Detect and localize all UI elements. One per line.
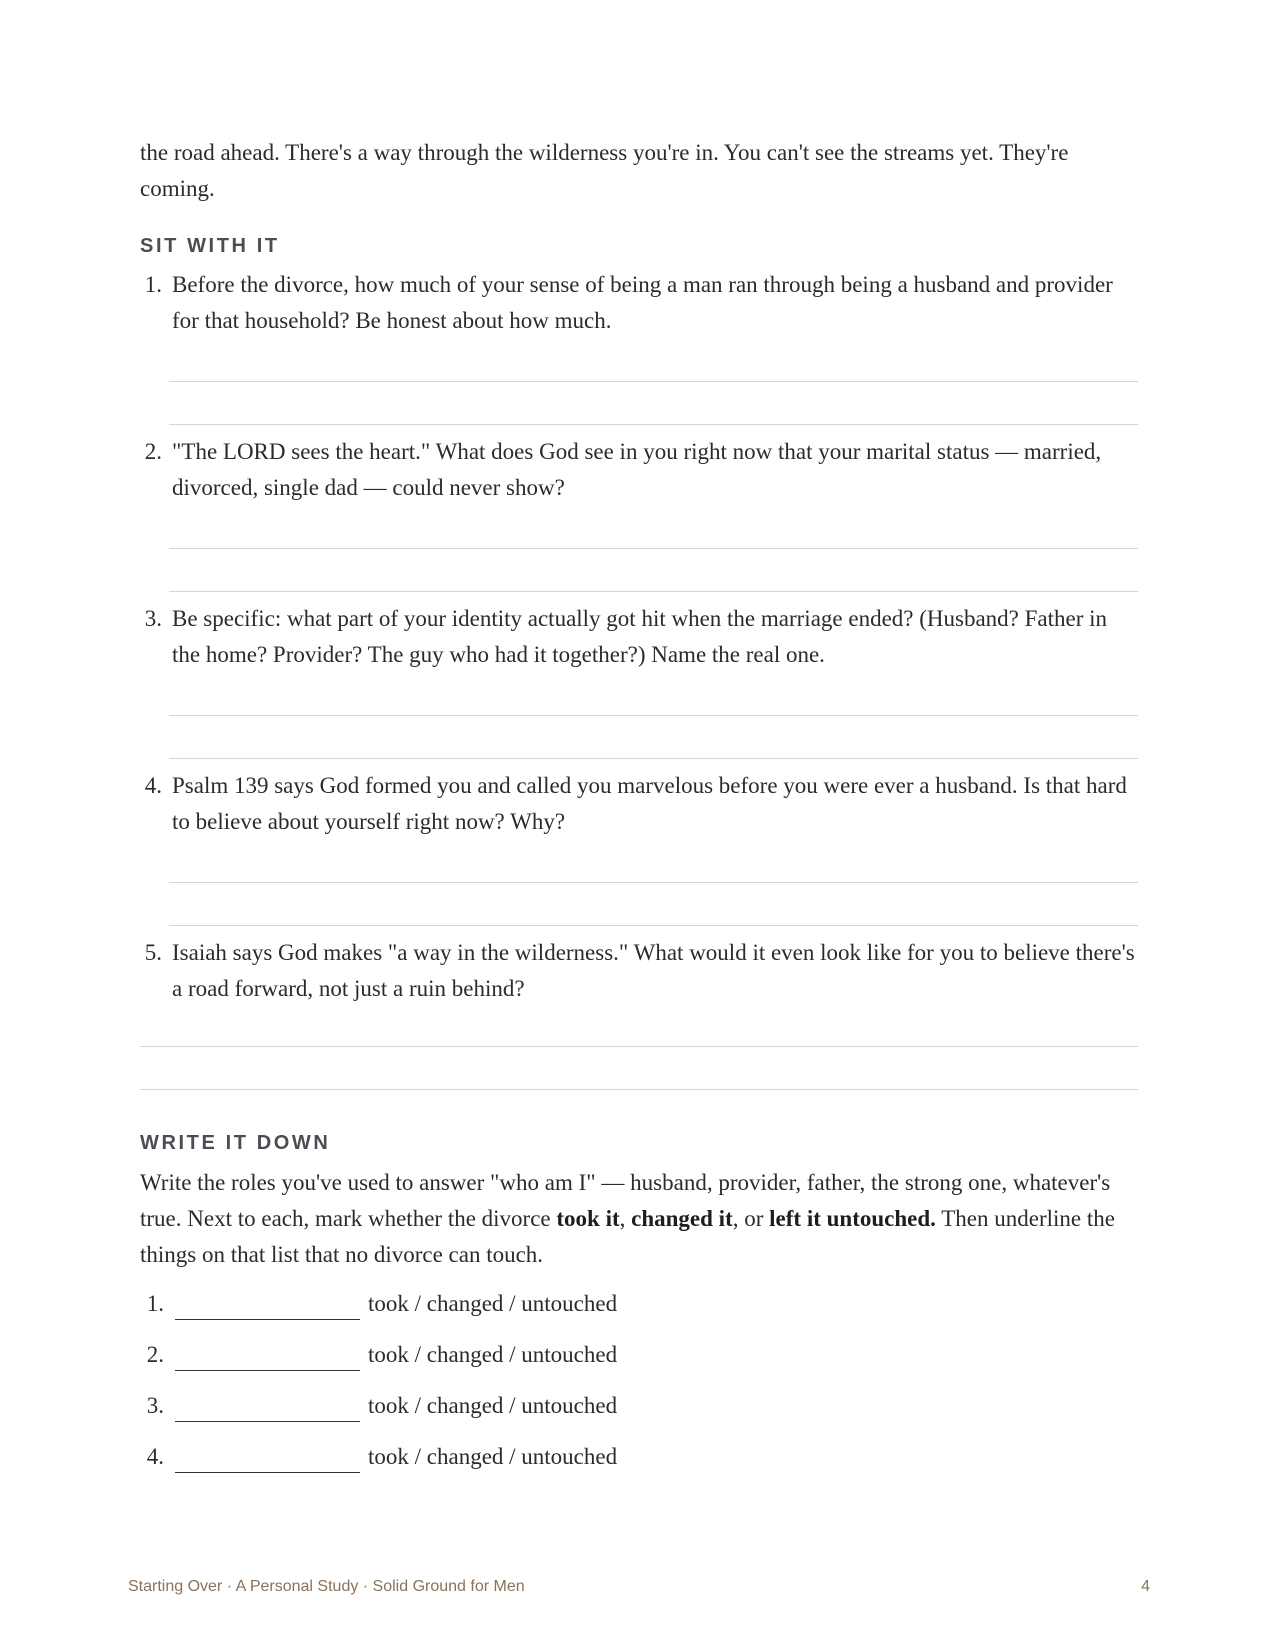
question-item: [140, 768, 1138, 935]
answer-line[interactable]: [169, 591, 1138, 592]
section-heading-sit-with-it: SIT WITH IT: [140, 235, 280, 257]
question-text: Isaiah says God makes "a way in the wilderness." What would it even look like for you to believe there's a road forward, not just a ruin behind?: [172, 940, 1135, 1001]
question-text: Before the divorce, how much of your sense of being a man ran through being a husband and provider for that household? Be honest about how much.: [172, 272, 1113, 333]
role-options: took / changed / untouched: [368, 1342, 618, 1367]
question-item: [140, 935, 1138, 1102]
section-heading-write-it-down: WRITE IT DOWN: [140, 1132, 331, 1154]
page-content: [140, 135, 1138, 1490]
answer-line[interactable]: [169, 758, 1138, 759]
option-left-it-untouched: left it untouched.: [769, 1206, 936, 1231]
role-row: [140, 1439, 1138, 1490]
answer-line[interactable]: [169, 715, 1138, 716]
answer-line[interactable]: [169, 548, 1138, 549]
question-item: [140, 601, 1138, 768]
instructions-separator: , or: [732, 1206, 770, 1231]
question-number: 2.: [144, 439, 162, 464]
answer-line[interactable]: [169, 925, 1138, 926]
instructions-separator: ,: [619, 1206, 632, 1231]
role-list: [140, 1286, 1138, 1490]
question-text: "The LORD sees the heart." What does God see in you right now that your marital status — married, divorced, single dad — could never show?: [172, 439, 1102, 500]
role-blank-field[interactable]: [175, 1319, 360, 1320]
role-blank-field[interactable]: [175, 1472, 360, 1473]
question-text: Be specific: what part of your identity actually got hit when the marriage ended? (Husband? Father in the home? Provider? The guy who had it together?) Name the real one.: [172, 606, 1108, 667]
role-row: [140, 1337, 1138, 1388]
role-blank-field[interactable]: [175, 1421, 360, 1422]
instructions-text: Write the roles you've used to answer "who am I" — husband, provider, father, the strong one, whatever's true. Next to each, mark whether the divorce: [140, 1170, 1111, 1231]
question-number: 4.: [144, 773, 162, 798]
role-number: 2.: [146, 1342, 164, 1367]
page-number: 4: [1141, 1578, 1150, 1595]
question-number: 3.: [144, 606, 162, 631]
role-blank-field[interactable]: [175, 1370, 360, 1371]
role-number: 4.: [146, 1444, 164, 1469]
intro-paragraph: the road ahead. There's a way through the wilderness you're in. You can't see the streams yet. They're coming.: [140, 140, 1069, 201]
question-text: Psalm 139 says God formed you and called you marvelous before you were ever a husband. Is that hard to believe about yourself right now? Why?: [172, 773, 1127, 834]
role-number: 3.: [146, 1393, 164, 1418]
answer-line[interactable]: [169, 424, 1138, 425]
answer-line[interactable]: [169, 882, 1138, 883]
question-number: 1.: [144, 272, 162, 297]
question-item: [140, 434, 1138, 601]
instructions-text: Then underline the things on that list that no divorce can touch.: [140, 1206, 1115, 1267]
reflection-question-list: [140, 267, 1138, 1102]
answer-line[interactable]: [169, 381, 1138, 382]
role-number: 1.: [146, 1291, 164, 1316]
role-options: took / changed / untouched: [368, 1444, 618, 1469]
answer-line[interactable]: [140, 1046, 1138, 1047]
role-options: took / changed / untouched: [368, 1291, 618, 1316]
role-row: [140, 1286, 1138, 1337]
footer-title: Starting Over · A Personal Study · Solid Ground for Men: [128, 1578, 525, 1595]
question-item: [140, 267, 1138, 434]
role-row: [140, 1388, 1138, 1439]
question-number: 5.: [144, 940, 162, 965]
option-took-it: took it: [556, 1206, 620, 1231]
write-it-down-instructions: [140, 1165, 1138, 1273]
option-changed-it: changed it: [631, 1206, 733, 1231]
role-options: took / changed / untouched: [368, 1393, 618, 1418]
answer-line[interactable]: [140, 1089, 1138, 1090]
